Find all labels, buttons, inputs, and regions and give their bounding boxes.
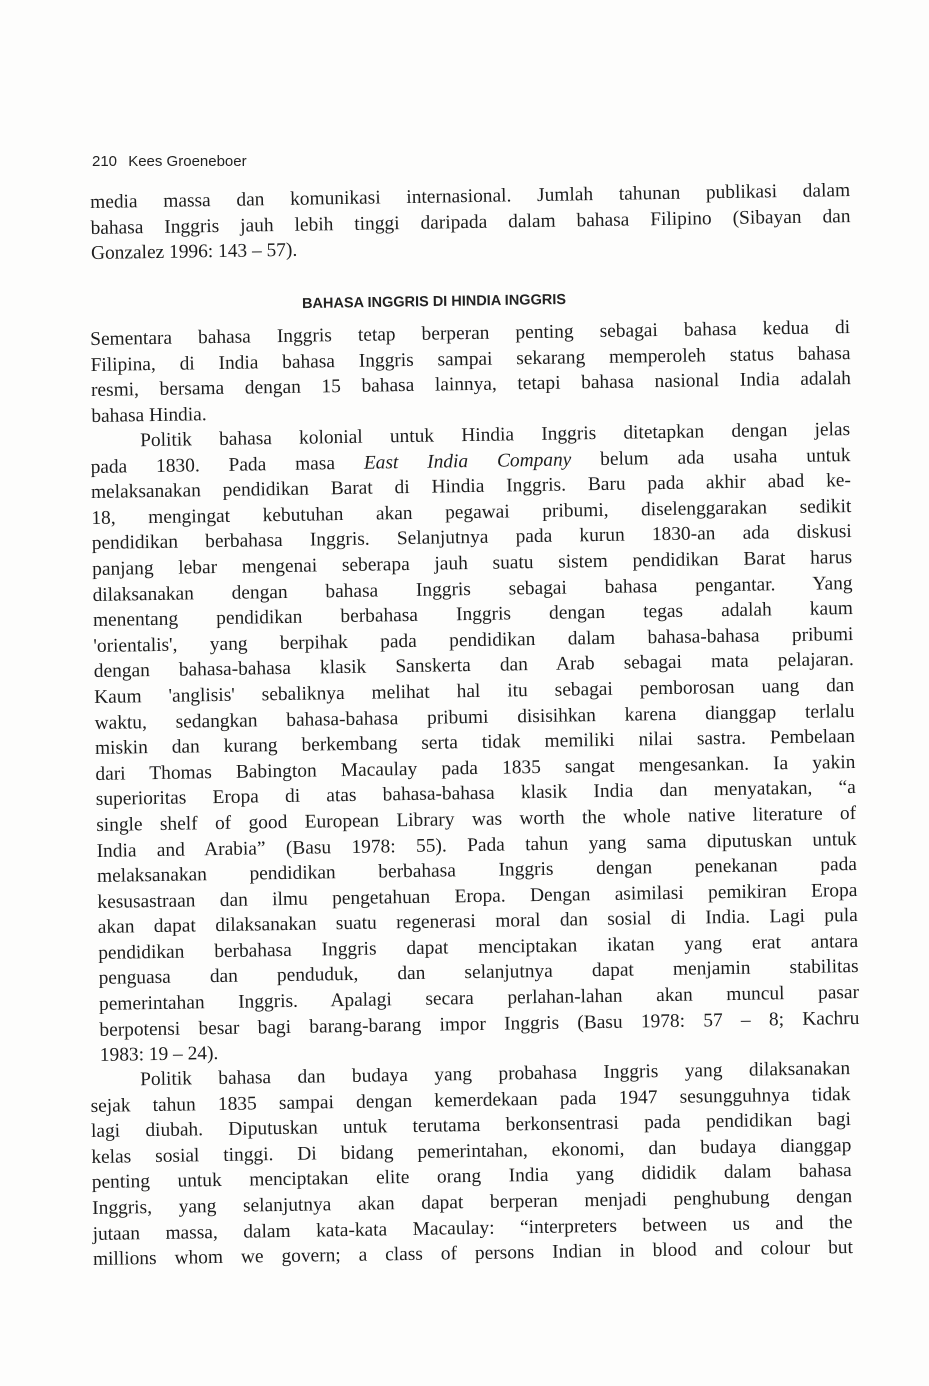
text-line: resmi, bersama dengan 15 bahasa lainnya, tetapi bahasa nasional India adalah bbox=[90, 368, 852, 402]
text-line: millions whom we govern; a class of persons Indian in blood and colour but bbox=[92, 1237, 854, 1271]
text-line: waktu, sedangkan bahasa-bahasa pribumi disisihkan karena dianggap terlalu bbox=[94, 700, 855, 734]
text-line: Filipina, di India bahasa Inggris sampai sekarang memperoleh status bahasa bbox=[90, 342, 851, 376]
text-line: Gonzalez 1996: 143 – 57). bbox=[90, 239, 298, 265]
text-line: pendidikan berbahasa Inggris. Selanjutnya pada kurun 1830-an ada diskusi bbox=[91, 521, 852, 555]
text-line: melaksanakan pendidikan Barat di Hindia Inggris. Baru pada akhir abad ke- bbox=[90, 470, 852, 504]
text-line: miskin dan kurang berkembang serta tidak memiliki nilai sastra. Pembelaan bbox=[94, 726, 856, 760]
text-line: melaksanakan pendidikan berbahasa Inggris dengan penekanan pada bbox=[96, 854, 858, 888]
text-line: sejak tahun 1835 sampai dengan kemerdekaan pada 1947 sesungguhnya tidak bbox=[90, 1083, 851, 1117]
text-line: penting untuk menciptakan elite orang India yang dididik dalam bahasa bbox=[91, 1160, 852, 1194]
text-line: berpotensi besar bagi barang-barang impor Inggris (Basu 1978: 57 – 8; Kachru bbox=[99, 1007, 860, 1041]
text-line: 'orientalis', yang berpihak pada pendidikan dalam bahasa-bahasa pribumi bbox=[93, 623, 854, 657]
page-number: 210 bbox=[92, 153, 118, 170]
text-line: dilaksanakan dengan bahasa Inggris sebagai bahasa pengantar. Yang bbox=[92, 572, 853, 606]
section-heading: BAHASA INGGRIS DI HINDIA INGGRIS bbox=[301, 291, 567, 313]
text-line: 1983: 19 – 24). bbox=[99, 1043, 219, 1067]
text-line: Sementara bahasa Inggris tetap berperan penting sebagai bahasa kedua di bbox=[90, 317, 851, 350]
text-line: menentang pendidikan berbahasa Inggris dengan tegas adalah kaum bbox=[92, 598, 854, 632]
text-line: Inggris, yang selanjutnya akan dapat berperan menjadi penghubung dengan bbox=[92, 1186, 853, 1219]
text-line: single shelf of good European Library was worth the whole native literature of bbox=[96, 802, 857, 836]
paragraph-2 bbox=[90, 417, 860, 1069]
text-line: kelas sosial tinggi. Di bidang pemerintahan, ekonomi, dan budaya dianggap bbox=[91, 1134, 852, 1168]
text-line: bahasa Hindia. bbox=[91, 403, 207, 427]
text-line: media massa dan komunikasi internasional. Jumlah tahunan publikasi dalam bbox=[90, 180, 851, 213]
running-header-author: Kees Groeneboer bbox=[128, 153, 247, 170]
text-line: jutaan massa, dalam kata-kata Macaulay: “interpreters between us and the bbox=[92, 1211, 853, 1245]
running-header bbox=[92, 153, 247, 170]
text-line: bahasa Inggris jauh lebih tinggi daripada dalam bahasa Filipino (Sibayan dan bbox=[90, 205, 851, 239]
text-fragment: belum ada usaha untuk bbox=[571, 444, 851, 471]
text-line: India and Arabia” (Basu 1978: 55). Pada tahun yang sama diputuskan untuk bbox=[96, 828, 857, 862]
intro-paragraph bbox=[90, 178, 851, 267]
text-line: akan dapat dilaksanakan suatu regenerasi moral dan sosial di India. Lagi pula bbox=[97, 905, 858, 939]
text-line: kesusastraan dan ilmu pengetahuan Eropa. Dengan asimilasi pemikiran Eropa bbox=[97, 879, 858, 913]
text-line: superioritas Eropa di atas bahasa-bahasa klasik India dan menyatakan, “a bbox=[95, 777, 856, 811]
paragraph-3 bbox=[90, 1056, 853, 1273]
text-line: penguasa dan penduduk, dan selanjutnya dapat menjamin stabilitas bbox=[98, 956, 859, 990]
text-fragment: pada 1830. Pada masa bbox=[90, 452, 365, 478]
text-line: Politik bahasa dan budaya yang probahasa Inggris yang dilaksanakan bbox=[140, 1058, 851, 1091]
text-line: Kaum 'anglisis' sebaliknya melihat hal itu sebagai pemborosan uang dan bbox=[94, 674, 855, 708]
text-line: 18, mengingat kebutuhan akan pegawai pribumi, diselenggarakan sedikit bbox=[91, 495, 852, 529]
text-line: pemerintahan Inggris. Apalagi secara perlahan-lahan akan muncul pasar bbox=[98, 982, 860, 1015]
paragraph-1 bbox=[90, 315, 852, 429]
text-line: dengan bahasa-bahasa klasik Sanskerta dan Arab sebagai mata pelajaran. bbox=[93, 649, 854, 683]
text-line: pendidikan berbahasa Inggris dapat menciptakan ikatan yang erat antara bbox=[98, 930, 859, 964]
text-line: lagi diubah. Diputuskan untuk terutama berkonsentrasi pada pendidikan bagi bbox=[90, 1109, 852, 1143]
text-line: dari Thomas Babington Macaulay pada 1835 sangat mengesankan. Ia yakin bbox=[95, 751, 856, 785]
text-line: panjang lebar mengenai seberapa jauh suatu sistem pendidikan Barat harus bbox=[92, 547, 853, 580]
text-line: Politik bahasa kolonial untuk Hindia Inggris ditetapkan dengan jelas bbox=[140, 419, 851, 452]
italic-company-name: East India Company bbox=[363, 449, 572, 474]
